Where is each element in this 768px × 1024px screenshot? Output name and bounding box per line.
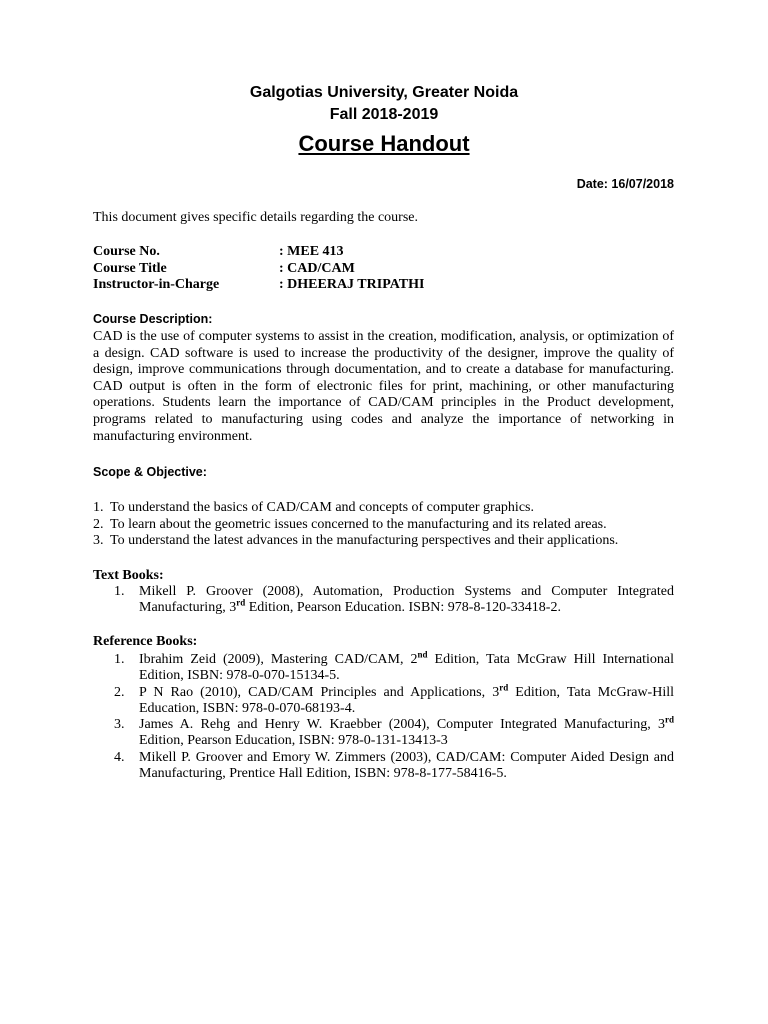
- list-item-text: [139, 584, 674, 616]
- list-item-number: 1.: [114, 652, 125, 667]
- list-item: [93, 533, 683, 550]
- text-books-heading: Text Books:: [93, 568, 164, 583]
- course-no-row: [93, 244, 424, 261]
- list-item-number: 1.: [114, 584, 125, 599]
- citation-text: Mikell P. Groover and Emory W. Zimmers (2003), CAD/CAM: Computer Aided Design and Manufacturing, Prentice Hall Edition, ISBN: 978-8-177-58416-5.: [139, 749, 674, 781]
- citation-text: Edition, Tata McGraw Hill International Edition, ISBN: 978-0-070-15134-5.: [139, 652, 674, 683]
- list-item-text: To understand the latest advances in the manufacturing perspectives and their applications.: [110, 533, 619, 549]
- list-item-number: 2.: [114, 684, 125, 700]
- course-no-value: : MEE 413: [279, 244, 344, 259]
- document-date: Date: 16/07/2018: [576, 177, 674, 191]
- text-books-list: [114, 584, 674, 617]
- list-item-text: [139, 649, 674, 684]
- citation-text: James A. Rehg and Henry W. Kraebber (2004), Computer Integrated Manufacturing, 3: [139, 717, 665, 733]
- instructor-row: [93, 277, 424, 294]
- citation-text: Edition, Pearson Education, ISBN: 978-0-131-13413-3: [139, 733, 448, 749]
- list-item-number: 2.: [93, 516, 104, 532]
- list-item-number: 3.: [114, 717, 125, 733]
- ordinal-suffix: rd: [499, 681, 509, 692]
- citation-text: Edition, Pearson Education. ISBN: 978-8-120-33418-2.: [245, 600, 561, 615]
- reference-books-heading: Reference Books:: [93, 634, 198, 649]
- document-title: Course Handout: [298, 131, 470, 156]
- scope-objective-list: [93, 500, 683, 550]
- list-item: [114, 681, 674, 717]
- list-item-number: 4.: [114, 749, 125, 765]
- list-item-number: 1.: [93, 500, 104, 515]
- ordinal-suffix: rd: [665, 714, 674, 725]
- instructor-label: Instructor-in-Charge: [93, 277, 220, 293]
- course-info: [93, 244, 424, 294]
- ordinal-suffix: rd: [236, 597, 246, 608]
- course-description-text: CAD is the use of computer systems to assist in the creation, modification, analysis, or optimization of a design. CAD software is used to increase the productivity of the designer, improve the quality of design, improve communications through documentation, and to create a database for manufacturing. CAD output is often in the form of electronic files for print, machining, or other manufacturing operations. Students learn the importance of CAD/CAM principles in the Product development, programs related to manufacturing using codes and analyze the importance of networking in manufacturing environment.: [93, 329, 674, 444]
- list-item-text: [139, 714, 674, 749]
- citation-text: Ibrahim Zeid (2009), Mastering CAD/CAM, 2: [139, 652, 418, 667]
- scope-objective-heading: Scope & Objective:: [93, 465, 207, 479]
- course-title-label: Course Title: [93, 260, 167, 276]
- list-item: [114, 649, 674, 684]
- ordinal-suffix: nd: [417, 649, 428, 660]
- citation-text: Edition, Tata McGraw-Hill Education, ISBN: 978-0-070-68193-4.: [139, 684, 674, 716]
- list-item: [114, 714, 674, 749]
- list-item-number: 3.: [93, 533, 104, 549]
- reference-books-list: [114, 649, 674, 782]
- list-item: [93, 500, 683, 517]
- course-title-value: : CAD/CAM: [279, 260, 355, 276]
- intro-text: This document gives specific details regarding the course.: [93, 210, 419, 225]
- course-description-heading: Course Description:: [93, 312, 213, 326]
- citation-text: P N Rao (2010), CAD/CAM Principles and Applications, 3: [139, 684, 500, 700]
- university-name: Galgotias University, Greater Noida: [249, 84, 519, 101]
- list-item: [93, 517, 683, 534]
- list-item-text: [139, 750, 674, 782]
- instructor-value: : DHEERAJ TRIPATHI: [279, 277, 425, 293]
- list-item-text: To learn about the geometric issues concerned to the manufacturing and its related areas.: [110, 516, 607, 532]
- document-header: [0, 82, 768, 159]
- course-title-row: [93, 261, 424, 278]
- citation-text: Mikell P. Groover (2008), Automation, Production Systems and Computer Integrated Manufacturing, 3: [139, 584, 674, 615]
- list-item-text: To understand the basics of CAD/CAM and concepts of computer graphics.: [110, 500, 534, 515]
- list-item: [114, 750, 674, 782]
- list-item: [114, 584, 674, 616]
- course-no-label: Course No.: [93, 244, 160, 259]
- term-label: Fall 2018-2019: [329, 106, 439, 123]
- list-item-text: [139, 681, 674, 717]
